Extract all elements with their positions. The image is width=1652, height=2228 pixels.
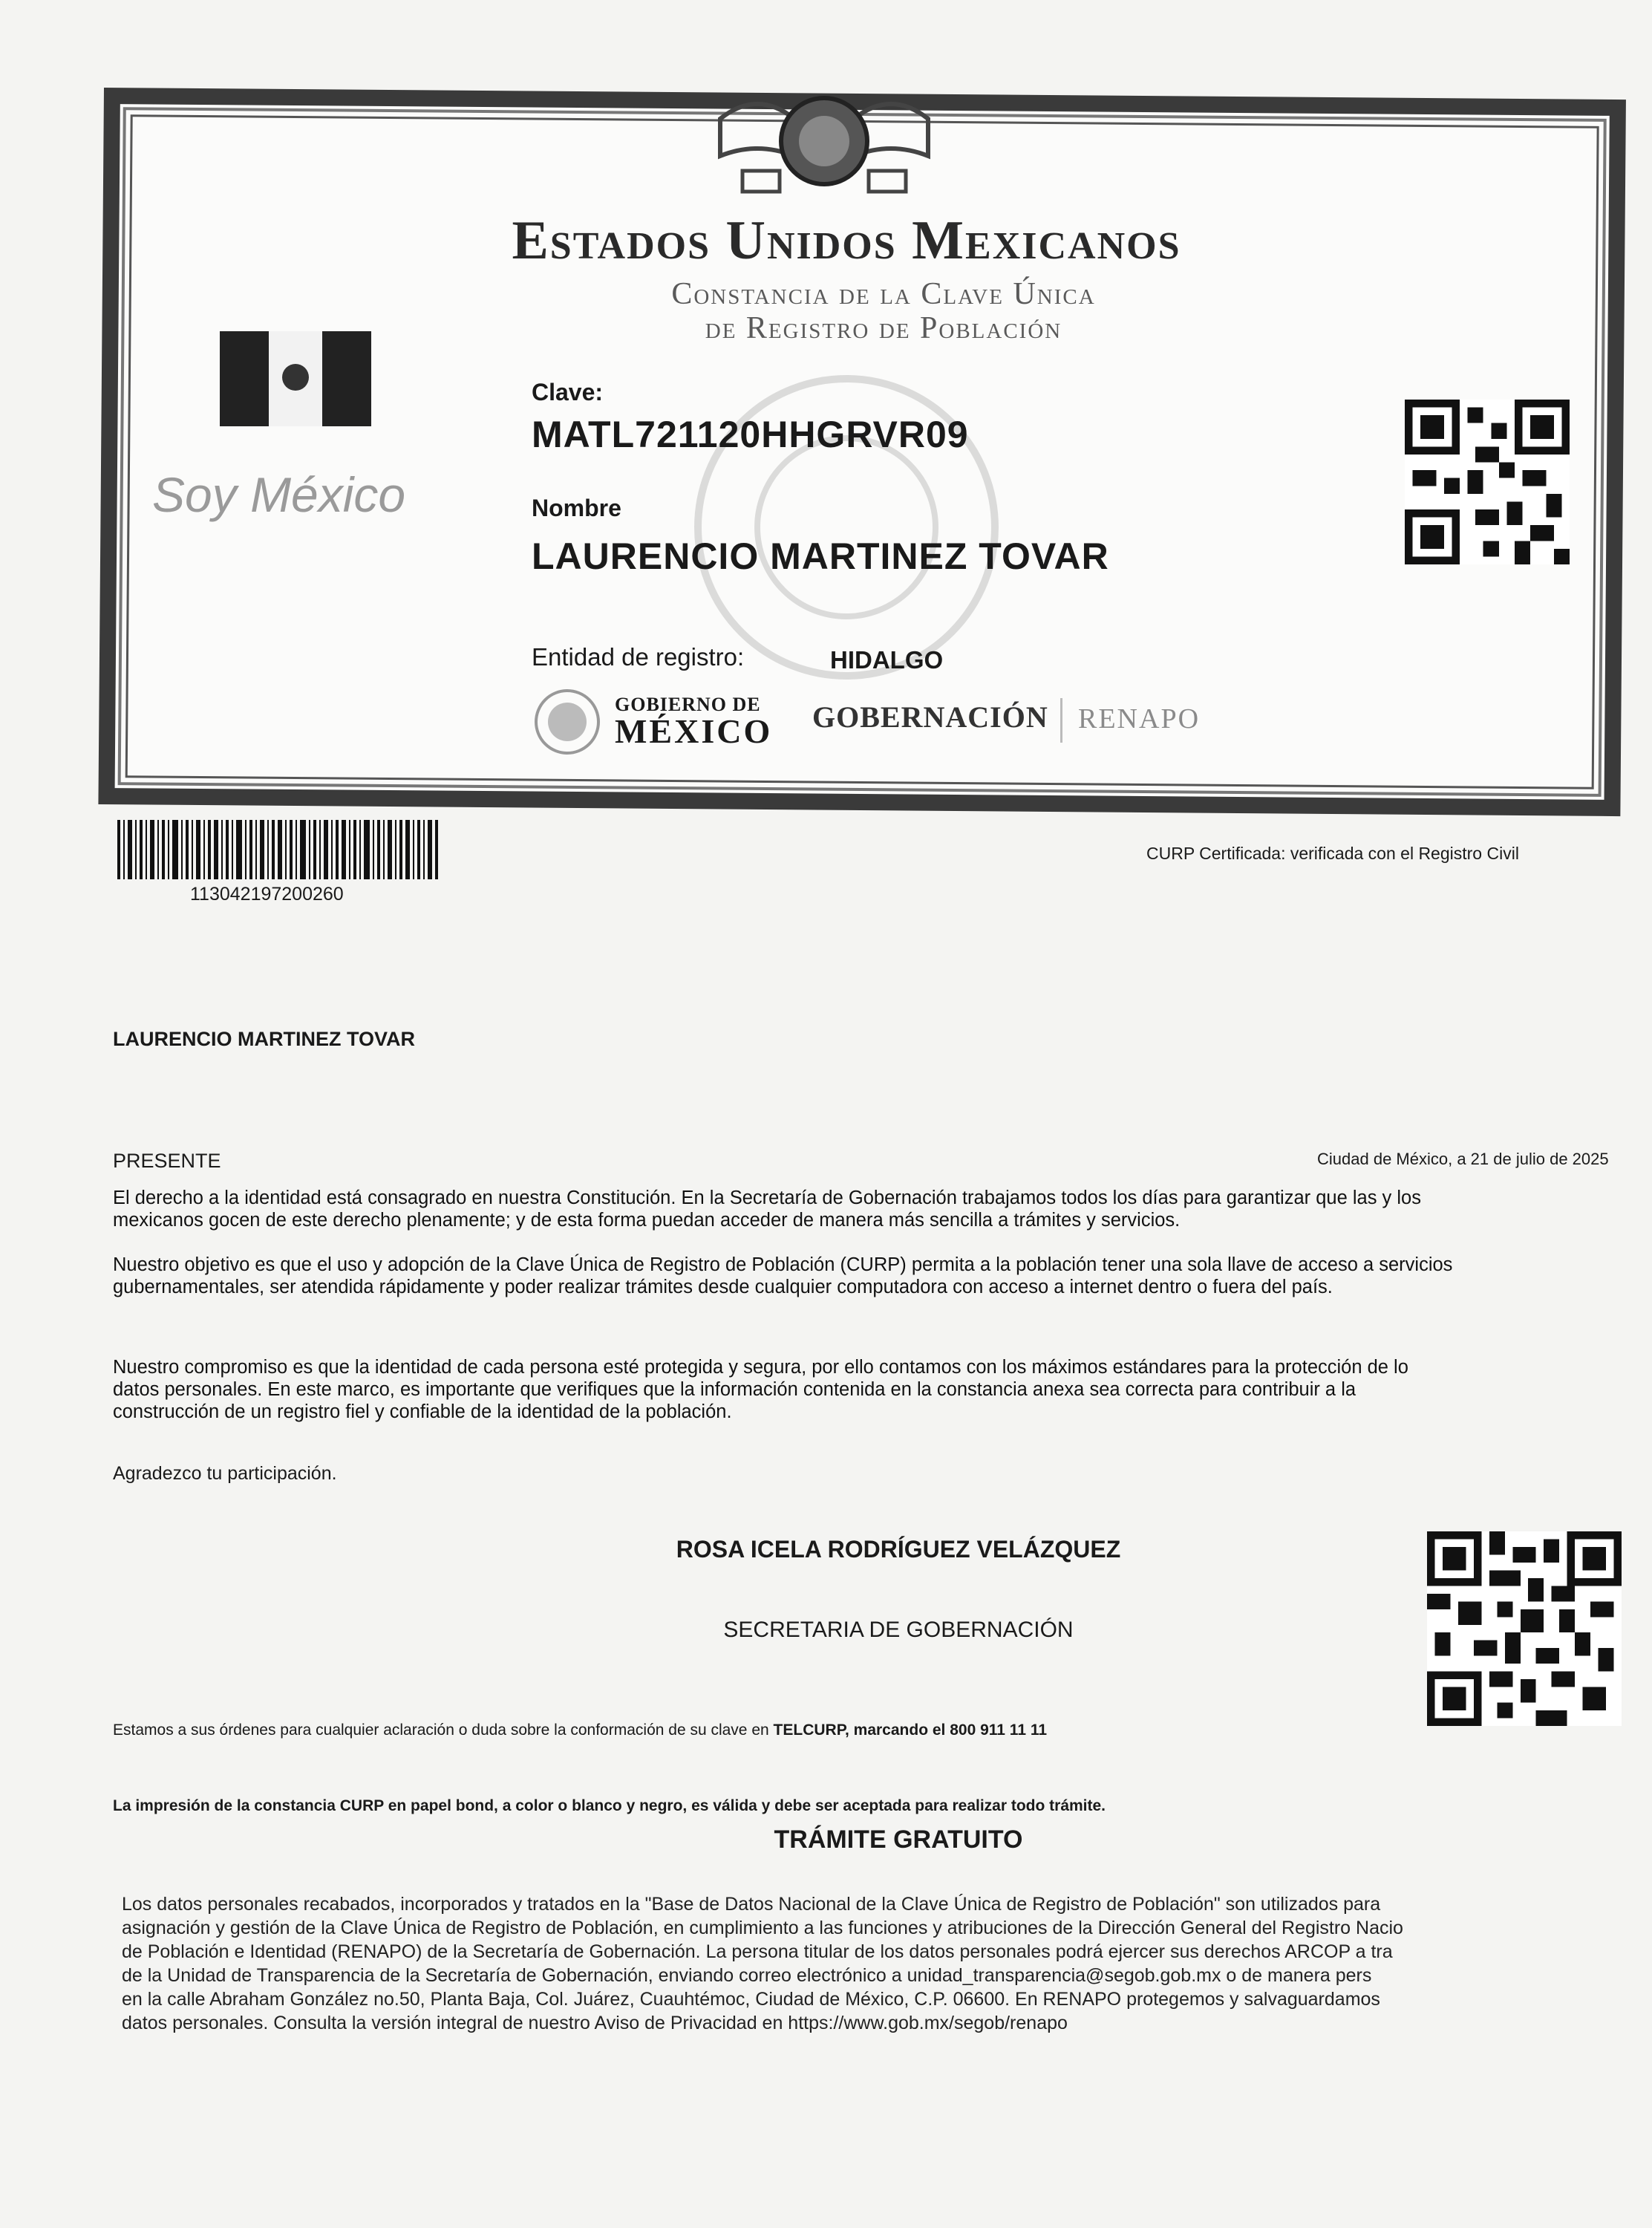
paragraph-1-line-1: El derecho a la identidad está consagrado en nuestra Constitución. En la Secretaría de Gobernación trabajamos todos los días para garantizar que las y los [113,1188,1421,1208]
signer-name: ROSA ICELA RODRÍGUEZ VELÁZQUEZ [676,1536,1121,1563]
paragraph-2 [113,1254,1650,1298]
certified-note: CURP Certificada: verificada con el Registro Civil [1146,844,1519,863]
barcode-number: 113042197200260 [190,884,344,905]
privacy-line: en la calle Abraham González no.50, Planta Baja, Col. Juárez, Cuauhtémoc, Ciudad de México, C.P. 06600. En RENAPO protegemos y salvaguardamos [122,1989,1380,2010]
contact-text: Estamos a sus órdenes para cualquier aclaración o duda sobre la conformación de su clave en [113,1722,774,1739]
thanks-line: Agradezco tu participación. [113,1463,337,1484]
clave-value: MATL721120HHGRVR09 [532,414,969,455]
card-subtitle-2: de Registro de Población [705,311,1062,345]
paragraph-1-line-2: mexicanos gocen de este derecho plenamente; y de esta forma puedan acceder de manera más sencilla a trámites y servicios. [113,1210,1181,1231]
card-subtitle-1: Constancia de la Clave Única [671,277,1096,311]
paragraph-2-line-1: Nuestro objetivo es que el uso y adopción de la Clave Única de Registro de Población (CURP) permita a la población tener una sola llave de acceso a servicios [113,1254,1453,1275]
clave-label: Clave: [532,379,604,405]
logo-divider [1060,698,1062,743]
paragraph-2-line-2: gubernamentales, ser atendida rápidamente y poder realizar trámites desde cualquier computadora con acceso a internet dentro o fuera del país. [113,1277,1333,1297]
gobierno-logo-line2: MÉXICO [615,712,773,750]
recipient-name: LAURENCIO MARTINEZ TOVAR [113,1028,415,1050]
print-validity-note: La impresión de la constancia CURP en papel bond, a color o blanco y negro, es válida y debe ser aceptada para realizar todo trámite. [113,1797,1106,1814]
entidad-value: HIDALGO [830,646,944,674]
privacy-line: de Población e Identidad (RENAPO) de la Secretaría de Gobernación. La persona titular de los datos personales podrá ejercer sus derechos ARCOP a tra [122,1941,1393,1962]
privacy-line: Los datos personales recabados, incorporados y tratados en la "Base de Datos Nacional de la Clave Única de Registro de Población" son utilizados para [122,1894,1381,1915]
tramite-gratuito: TRÁMITE GRATUITO [774,1825,1023,1854]
signature-qr-code-icon [1427,1531,1622,1726]
gobierno-logo-line1: GOBIERNO DE [615,694,761,715]
paragraph-3-line-3: construcción de un registro fiel y confiable de la identidad de la población. [113,1401,732,1422]
nombre-label: Nombre [532,495,621,521]
gobernacion-logo: GOBERNACIÓN [812,700,1048,734]
renapo-logo: RENAPO [1078,703,1201,734]
soy-mexico-slogan: Soy México [152,467,406,522]
qr-code-icon [1405,400,1570,564]
contact-line [113,1722,1047,1739]
privacy-line: asignación y gestión de la Clave Única de Registro de Población, en cumplimiento a las funciones y atribuciones de la Dirección General del Registro Nacio [122,1918,1403,1938]
place-date: Ciudad de México, a 21 de julio de 2025 [1317,1150,1609,1168]
coat-of-arms-icon [713,89,936,201]
paragraph-3-line-1: Nuestro compromiso es que la identidad de cada persona esté protegida y segura, por ello contamos con los máximos estándares para la protección de lo [113,1357,1408,1378]
barcode-icon [117,820,438,879]
paragraph-3-line-2: datos personales. En este marco, es importante que verifiques que la información contenida en la constancia anexa sea correcta para contribuir a la [113,1379,1356,1400]
presente-label: PRESENTE [113,1150,221,1172]
privacy-line: de la Unidad de Transparencia de la Secretaría de Gobernación, enviando correo electrónico a unidad_transparencia@segob.gob.mx o de manera pers [122,1965,1372,1986]
mexican-flag-icon [220,331,371,426]
card-title: Estados Unidos Mexicanos [512,210,1181,271]
telcurp-number: TELCURP, marcando el 800 911 11 11 [773,1722,1048,1739]
gobierno-seal-icon [533,688,601,756]
nombre-value: LAURENCIO MARTINEZ TOVAR [532,535,1109,577]
paragraph-1 [113,1187,1650,1231]
privacy-notice [122,1892,1650,2035]
privacy-line: datos personales. Consulta la versión integral de nuestro Aviso de Privacidad en https://www.gob.mx/segob/renapo [122,2013,1068,2033]
paragraph-3 [113,1356,1650,1423]
entidad-label: Entidad de registro: [532,643,745,671]
signer-title: SECRETARIA DE GOBERNACIÓN [723,1618,1074,1642]
